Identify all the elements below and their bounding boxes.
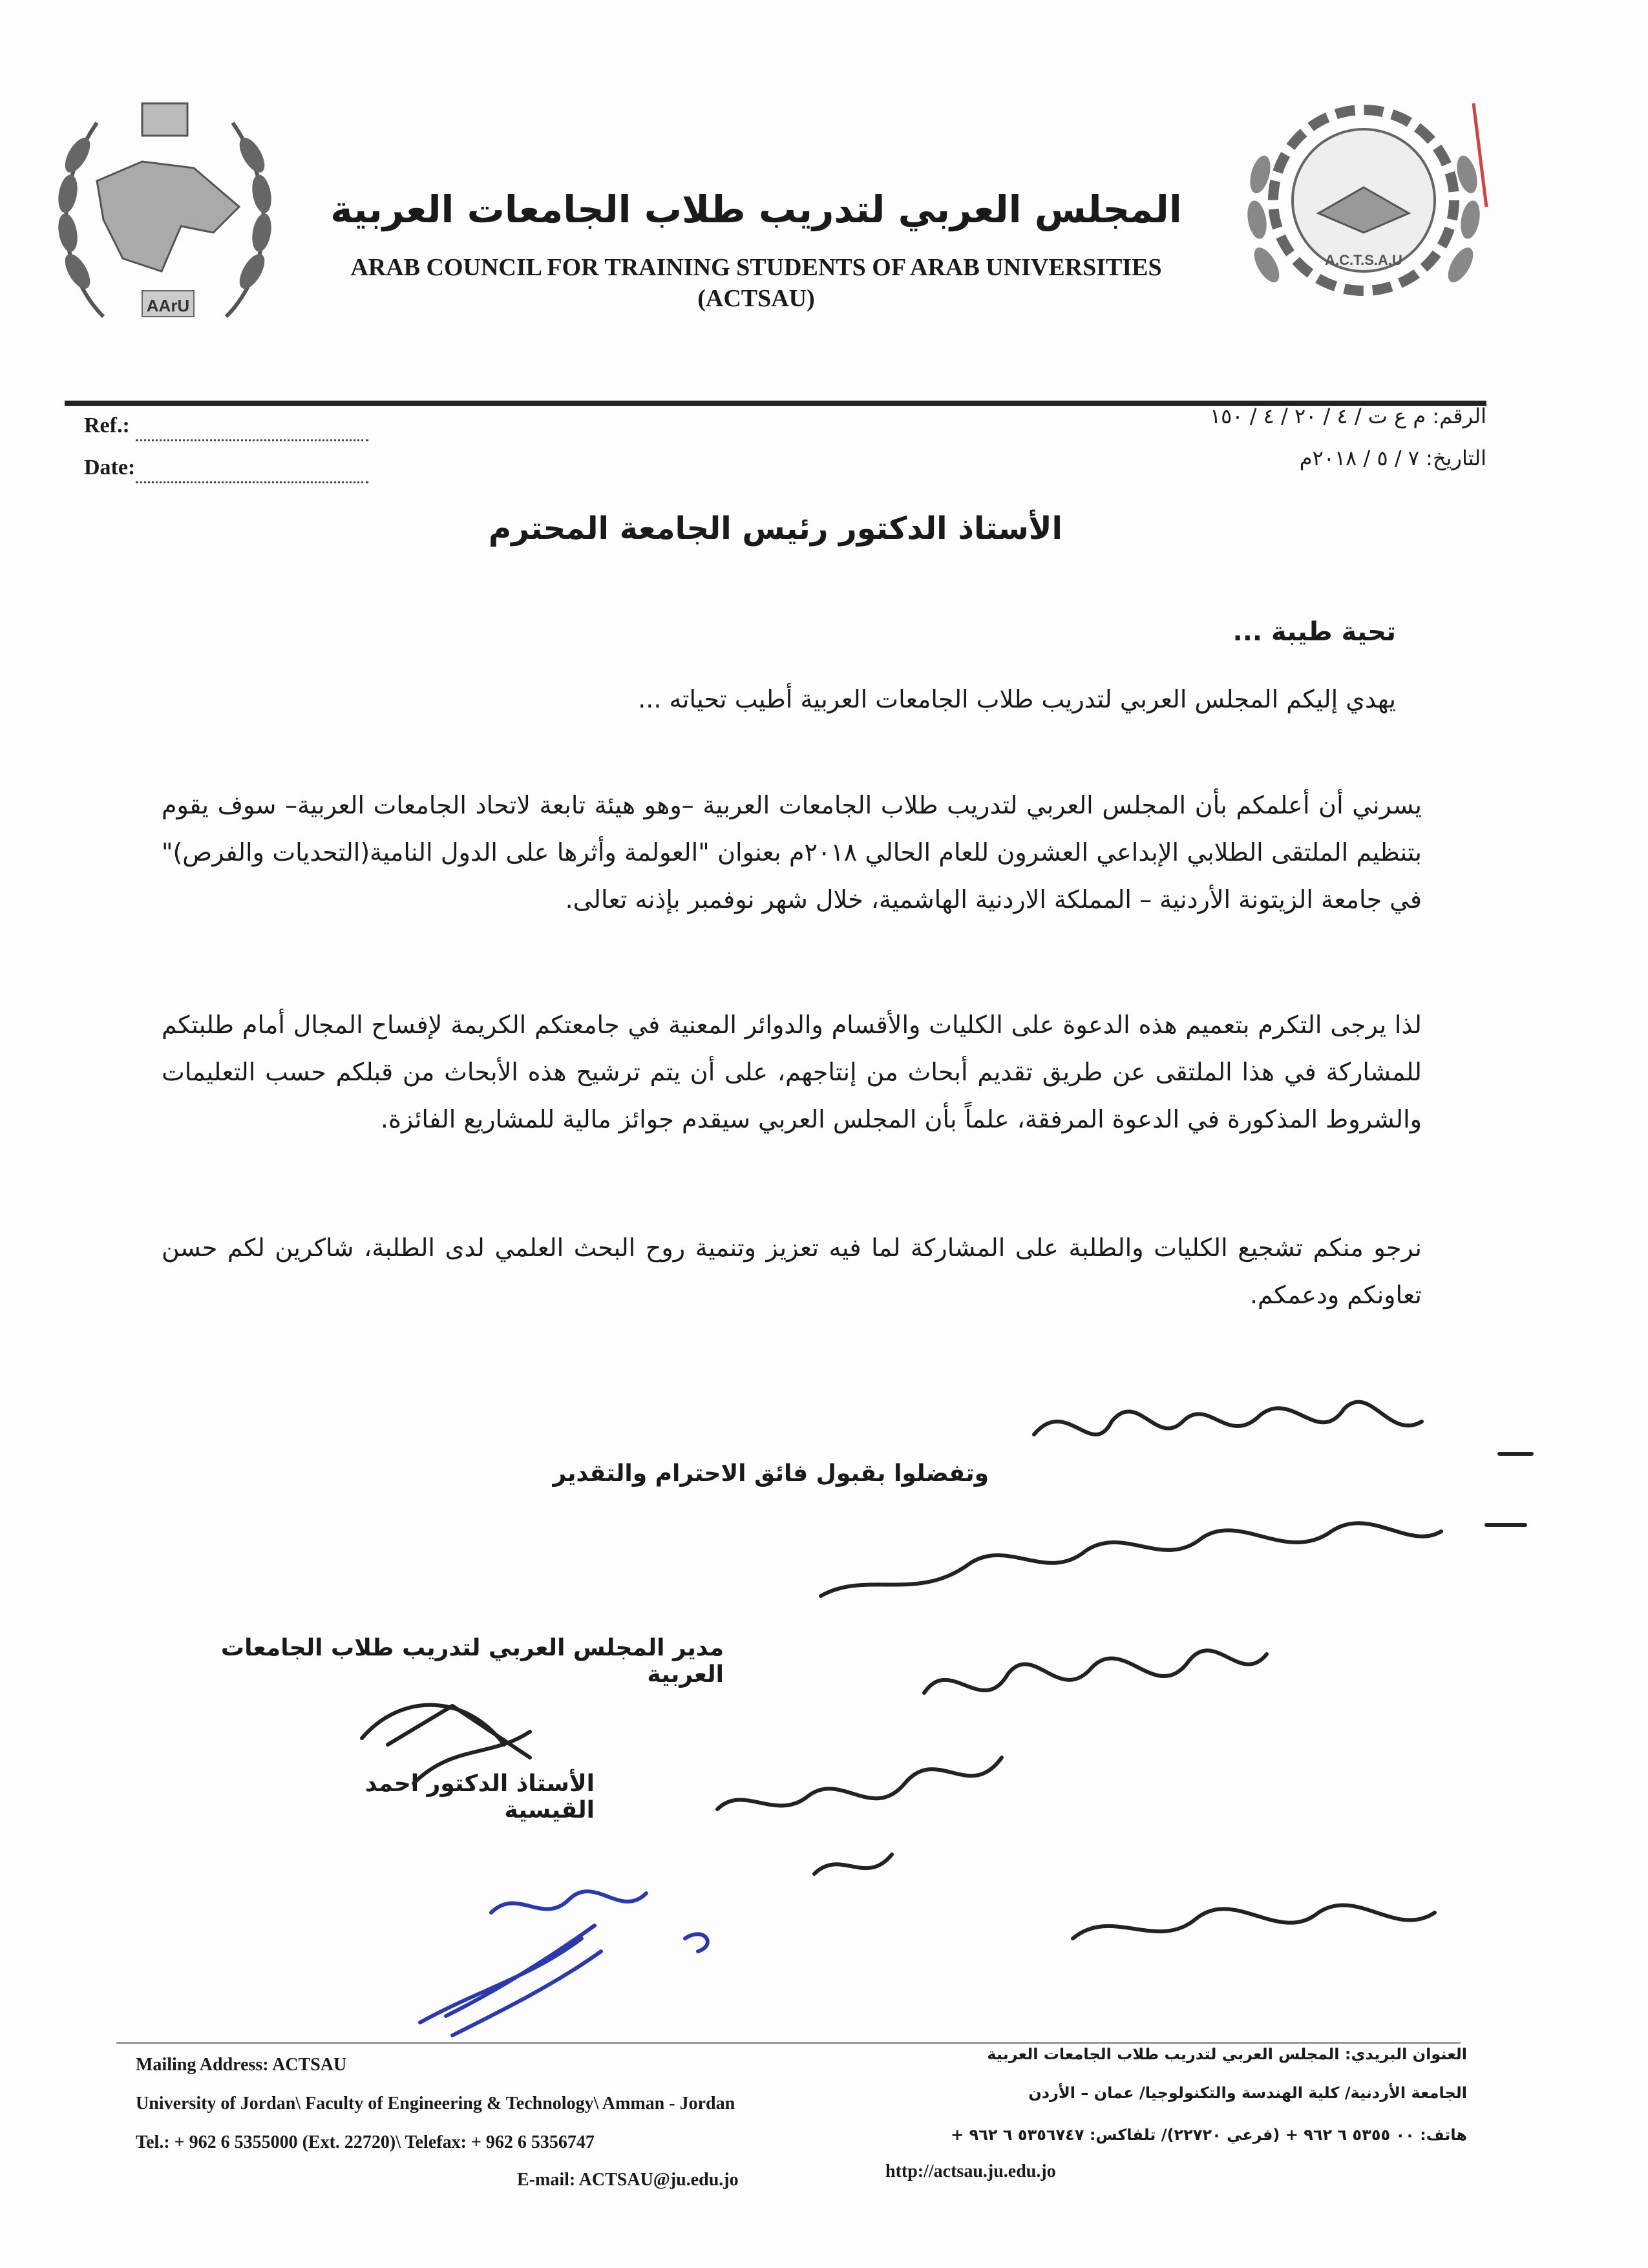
phone-line: Tel.: + 962 6 5355000 (Ext. 22720)\ Telefax: + 962 6 5356747	[136, 2132, 595, 2152]
aaru-logo-text: AArU	[146, 296, 190, 315]
footer-divider	[116, 2042, 1461, 2044]
arabic-ref-number: الرقم: م ع ت / ٤ / ٢٠ / ٤ / ١٥٠	[1209, 404, 1486, 428]
date-label: Date:	[84, 456, 136, 479]
handwritten-date-note	[717, 1758, 1002, 1874]
signatory-title: مدير المجلس العربي لتدريب طلاب الجامعات العربية	[220, 1635, 724, 1688]
council-title-english-line1: ARAB COUNCIL FOR TRAINING STUDENTS OF ARAB UNIVERSITIES	[350, 254, 1162, 281]
blue-handwritten-note	[491, 1891, 708, 1951]
arabic-phone-line: هاتف: ٠٠ ٥٣٥٥ ٦ ٩٦٢ + (فرعي ٢٢٧٢٠)/ تلفاكس: ٥٣٥٦٧٤٧ ٦ ٩٦٢ +	[951, 2126, 1467, 2144]
body-paragraph-3: نرجو منكم تشجيع الكليات والطلبة على المشاركة لما فيه تعزيز وتنمية روح البحث العلمي لدى الطلبة، شاكرين لكم حسن تعاونكم ودعمكم.	[162, 1234, 1422, 1309]
blue-signature	[420, 1926, 601, 2035]
arabic-date: التاريخ: ٧ / ٥ / ٢٠١٨م	[1299, 446, 1486, 470]
handwritten-portal-note	[1073, 1905, 1435, 1938]
mailing-address-line: University of Jordan\ Faculty of Engineering & Technology\ Amman - Jordan	[136, 2094, 735, 2114]
body-paragraph-2: لذا يرجى التكرم بتعميم هذه الدعوة على الكليات والأقسام والدوائر المعنية في جامعتكم الكريمة لإفساح المجال أمام طلبتكم للمشاركة في هذا الملتقى عن طريق تقديم أبحاث من إنتاجهم، على أن يتم ترشيح هذه الأبحاث من قبلكم حسب التعليمات والشروط المذكورة في الدعوة المرفقة، علماً بأن المجلس العربي سيقدم جوائز مالية للمشاريع الفائزة.	[162, 1011, 1422, 1133]
addressee: الأستاذ الدكتور رئيس الجامعة المحترم	[489, 510, 1062, 547]
council-title-english-line2: (ACTSAU)	[697, 285, 815, 312]
actsau-logo-text: A.C.T.S.A.U	[1325, 252, 1402, 268]
corner-mark	[1474, 103, 1486, 207]
body-paragraph-1: يسرني أن أعلمكم بأن المجلس العربي لتدريب طلاب الجامعات العربية –وهو هيئة تابعة لاتحاد الجامعات العربية– سوف يقوم بتنظيم الملتقى الطلابي الإبداعي العشرون للعام الحالي ٢٠١٨م بعنوان "العولمة وأثرها على الدول النامية(التحديات والفرص)" في جامعة الزيتونة الأردنية – المملكة الاردنية الهاشمية، خلال شهر نوفمبر بإذنه تعالى.	[162, 791, 1422, 914]
arabic-mailing-address: العنوان البريدي: المجلس العربي لتدريب طلاب الجامعات العربية	[987, 2045, 1467, 2063]
ref-label: Ref.:	[84, 414, 130, 437]
handwritten-note-line-1	[1034, 1402, 1532, 1454]
signatory-signature	[362, 1705, 530, 1783]
handwritten-note-line-2	[821, 1523, 1525, 1596]
signatory-name: الأستاذ الدكتور احمد القيسية	[364, 1770, 595, 1823]
council-title-arabic: المجلس العربي لتدريب طلاب الجامعات العربية	[330, 187, 1182, 231]
intro-line: يهدي إليكم المجلس العربي لتدريب طلاب الجامعات العربية أطيب تحياته ...	[638, 685, 1396, 713]
email-address: E-mail: ACTSAU@ju.edu.jo	[517, 2170, 739, 2190]
handwritten-note-line-3	[924, 1650, 1267, 1693]
greeting: تحية طيبة ...	[1232, 617, 1396, 647]
mailing-address-label: Mailing Address: ACTSAU	[136, 2055, 347, 2075]
website-url: http://actsau.ju.edu.jo	[885, 2161, 1056, 2181]
arabic-address-line: الجامعة الأردنية/ كلية الهندسة والتكنولوجيا/ عمان – الأردن	[1028, 2084, 1467, 2102]
closing-line: وتفضلوا بقبول فائق الاحترام والتقدير	[553, 1460, 989, 1487]
